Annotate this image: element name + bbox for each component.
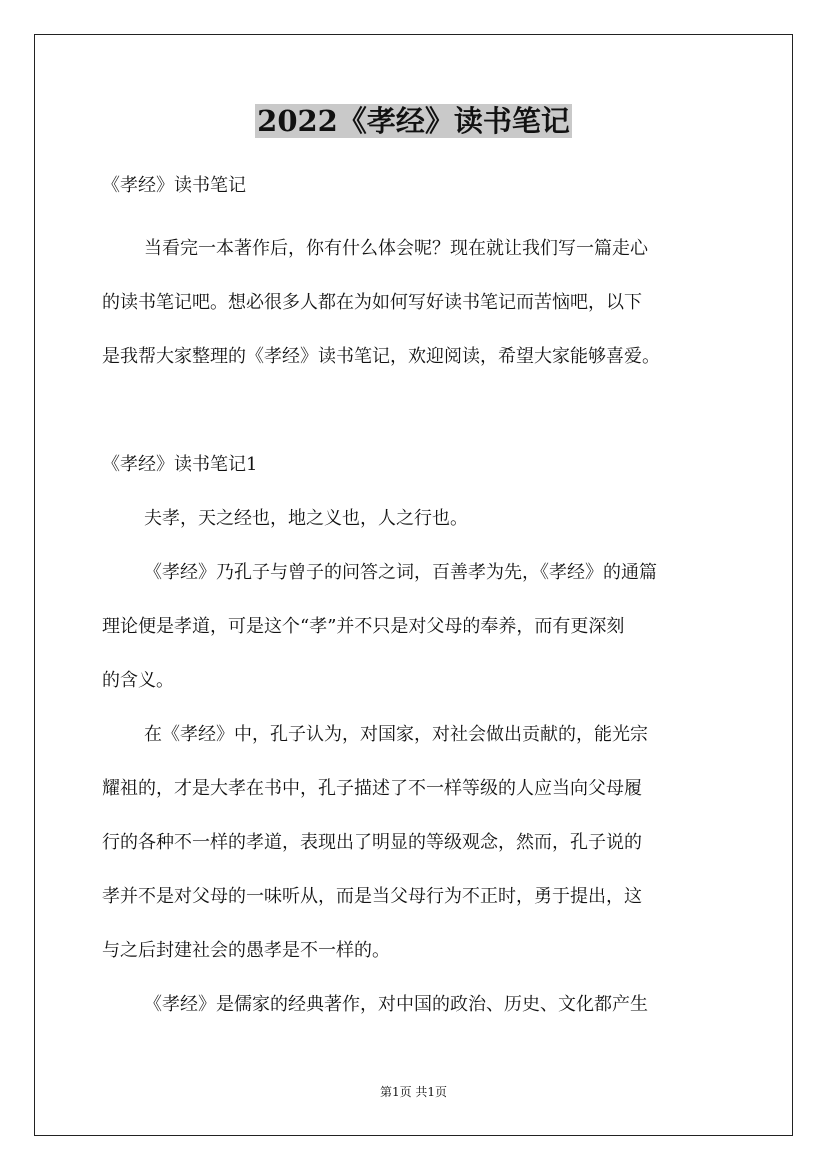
paragraph-line: 耀祖的，才是大孝在书中，孔子描述了不一样等级的人应当向父母履 [102,778,642,799]
document-title [0,98,827,144]
section-heading: 《孝经》读书笔记1 [102,454,258,475]
paragraph-line: 在《孝经》中，孔子认为，对国家，对社会做出贡献的，能光宗 [144,724,648,745]
title-highlight: 2022《孝经》读书笔记 [257,104,570,138]
paragraph-line: 与之后封建社会的愚孝是不一样的。 [102,940,390,961]
paragraph-line: 夫孝，天之经也，地之义也，人之行也。 [144,508,468,529]
page-footer: 第1页 共1页 [379,1085,448,1099]
paragraph-line: 孝并不是对父母的一味听从，而是当父母行为不正时，勇于提出，这 [102,886,642,907]
paragraph-line: 理论便是孝道，可是这个“孝”并不只是对父母的奉养，而有更深刻 [102,616,625,637]
paragraph-line: 《孝经》乃孔子与曾子的问答之词，百善孝为先，《孝经》的通篇 [144,562,657,583]
paragraph-line: 行的各种不一样的孝道，表现出了明显的等级观念，然而，孔子说的 [102,832,642,853]
paragraph-line: 《孝经》是儒家的经典著作，对中国的政治、历史、文化都产生 [144,994,648,1015]
intro-line-2: 的读书笔记吧。想必很多人都在为如何写好读书笔记而苦恼吧，以下 [102,292,642,313]
intro-line-1: 当看完一本著作后，你有什么体会呢？现在就让我们写一篇走心 [144,238,648,259]
subtitle: 《孝经》读书笔记 [102,175,246,196]
intro-line-3: 是我帮大家整理的《孝经》读书笔记，欢迎阅读，希望大家能够喜爱。 [102,346,660,367]
paragraph-line: 的含义。 [102,670,174,691]
